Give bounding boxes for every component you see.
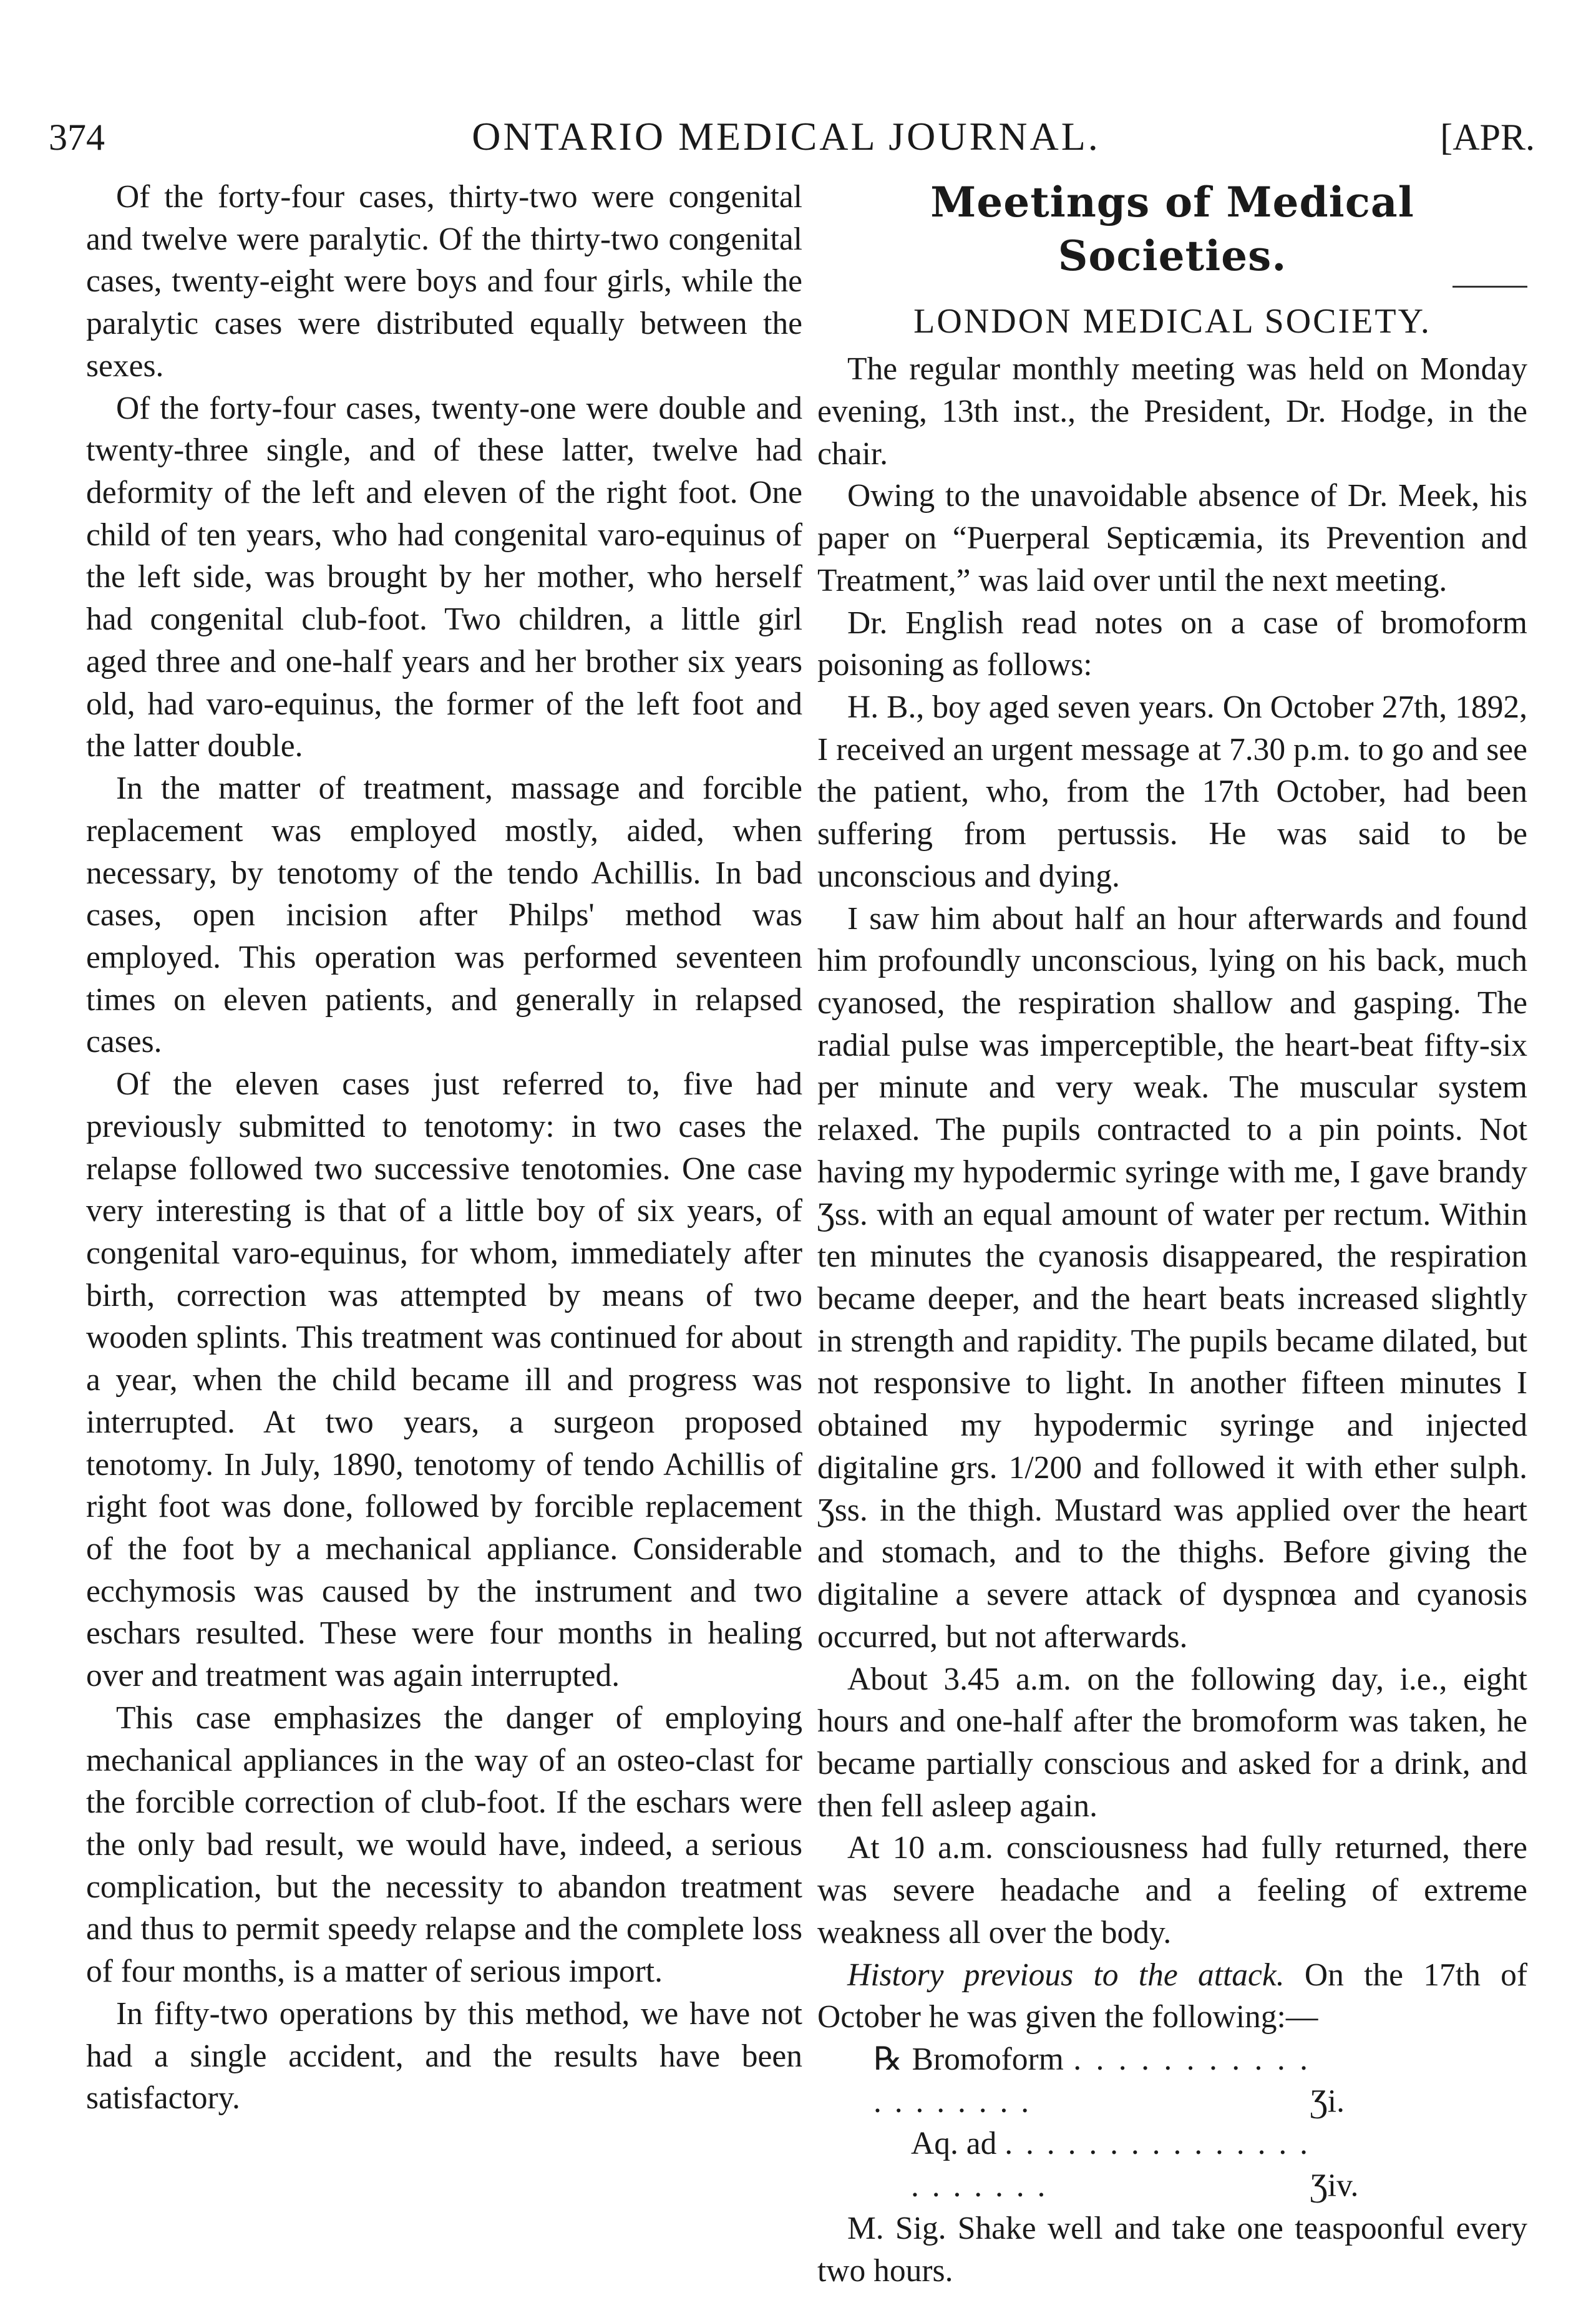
prescription-quantity: Ʒi. [1310,2083,1345,2120]
paragraph: The regular monthly meeting was held on Monday evening, 13th inst., the President, Dr. Hodge, in the chair. [817,351,1527,472]
paragraph: H. B., boy aged seven years. On October 27th, 1892, I received an urgent message at 7.30 p.m. to go and see the patient, who, from the 17th October, had been suffering from pertussis. He was said to be unconscious and dying. [817,689,1527,894]
paragraph: Of the eleven cases just referred to, five had previously submitted to tenotomy: in two cases the relapse followed two successive tenotomies. One case very interesting is that of a little boy of six years, of congenital varo-equinus, for whom, immediately after birth, correction was attempted by means of two wooden splints. This treatment was continued for about a year, when the child became ill and progress was interrupted. At two years, a surgeon proposed tenotomy. In July, 1890, tenotomy of tendo Achillis of right foot was done, followed by forcible replacement of the foot by a mechanical appliance. Considerable ecchymosis was caused by the instrument and two eschars resulted. These were four months in healing over and treatment was again interrupted. [86,1066,802,1694]
header-month: [APR. [1440,117,1535,158]
prescription-line [817,2038,1527,2123]
prescription-quantity: Ʒiv. [1310,2168,1359,2204]
running-header [37,111,1535,161]
paragraph: In fifty-two operations by this method, we have not had a single accident, and the results have been satisfactory. [86,1995,802,2116]
prescription-ingredient: Aq. ad . . . . . . . . . . . . . . . . . . . . . . [911,2126,1310,2204]
society-name: LONDON MEDICAL SOCIETY. [913,301,1431,341]
prescription-line [817,2123,1527,2207]
paragraph: In the matter of treatment, massage and forcible replacement was employed mostly, aided, when necessary, by tenotomy of the tendo Achillis. In bad cases, open incision after Philps' method was employed. This operation was performed seventeen times on eleven patients, and generally in relapsed cases. [86,771,802,1060]
paragraph: About 3.45 a.m. on the following day, i.e., eight hours and one-half after the bromoform was taken, he became partially conscious and asked for a drink, and then fell asleep again. [817,1661,1527,1824]
paragraph: I saw him about half an hour afterwards and found him profoundly unconscious, lying on his back, much cyanosed, the respiration shallow and gasping. The radial pulse was imperceptible, the heart-beat fifty-six per minute and very weak. The muscular system relaxed. The pupils contracted to a pin points. Not having my hypodermic syringe with me, I gave brandy Ʒss. with an equal amount of water per rectum. Within ten minutes the cyanosis disappeared, the respiration became deeper, and the heart beats increased slightly in strength and rapidity. The pupils became dilated, but not responsive to light. In another fifteen minutes I obtained my hypodermic syringe and injected digitaline grs. 1/200 and followed it with ether sulph. Ʒss. in the thigh. Mustard was applied over the heart and stomach, and to the thighs. Before giving the digitaline a severe attack of dyspnœa and cyanosis occurred, but not afterwards. [817,900,1527,1655]
paragraph: This case emphasizes the danger of employing mechanical appliances in the way of an osteo-clast for the forcible correction of club-foot. If the eschars were the only bad result, we would have, indeed, a serious complication, but the necessity to abandon treatment and thus to permit speedy relapse and the complete loss of four months, is a matter of serious import. [86,1700,802,1990]
right-column [817,176,1527,2292]
paragraph: Of the forty-four cases, thirty-two were congenital and twelve were paralytic. Of the thirty-two congenital cases, twenty-eight were boys and four girls, while the paralytic cases were distributed equally between the sexes. [86,179,802,384]
paragraph: At 10 a.m. consciousness had fully returned, there was severe headache and a feeling of extreme weakness all over the body. [817,1830,1527,1950]
history-label: History previous to the attack. [847,1957,1285,1993]
section-title: Meetings of Medical Societies. [930,178,1414,280]
page-number: 374 [49,117,105,158]
paragraph: Of the forty-four cases, twenty-one were double and twenty-three single, and of these latter, twelve had deformity of the left and eleven of the right foot. One child of ten years, who had congenital varo-equinus of the left side, was brought by her mother, who herself had congenital club-foot. Two children, a little girl aged three and one-half years and her brother six years old, had varo-equinus, the former of the left foot and the latter double. [86,390,802,764]
history-text: On the 17th of October he was given the following:— [817,1957,1527,2035]
history-paragraph [817,1954,1527,2038]
prescription-ingredient: ℞ Bromoform . . . . . . . . . . . . . . . . . . . [873,2041,1311,2120]
paragraph: Owing to the unavoidable absence of Dr. Meek, his paper on “Puerperal Septicæmia, its Prevention and Treatment,” was laid over until the next meeting. [817,478,1527,598]
signa-paragraph: M. Sig. Shake well and take one teaspoonful every two hours. [817,2210,1527,2289]
paragraph: Dr. English read notes on a case of bromoform poisoning as follows: [817,605,1527,683]
journal-title: ONTARIO MEDICAL JOURNAL. [472,114,1101,158]
left-column [86,176,802,2120]
section-rule [1452,286,1527,288]
